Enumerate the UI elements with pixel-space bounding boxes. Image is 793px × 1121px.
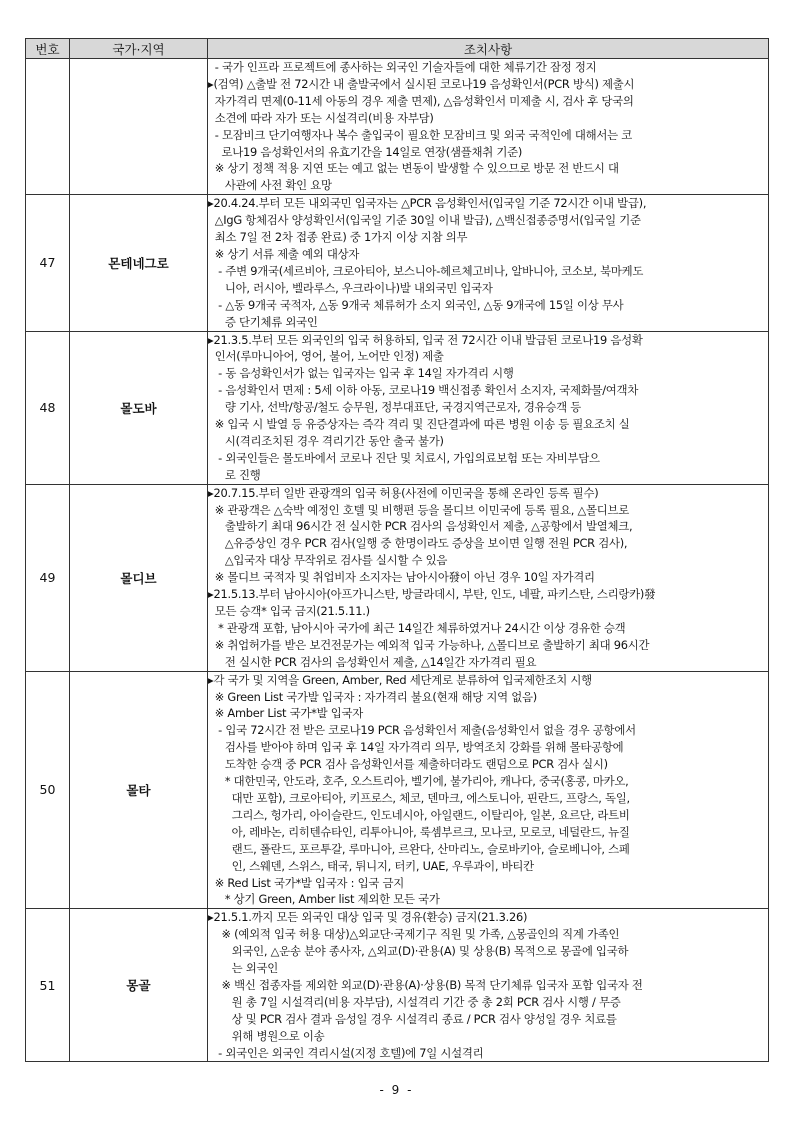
- measure-line: 검사를 받아야 하며 입국 후 14일 자가격리 의무, 방역조치 강화를 위해 몰타공항에: [208, 740, 624, 755]
- table-row: [26, 671, 769, 909]
- header-row: [26, 39, 769, 59]
- measure-line: 아, 레바논, 리히텐슈타인, 리투아니아, 룩셈부르크, 모나코, 모로코, 네덜란드, 뉴질: [208, 824, 630, 839]
- measure-line: 랜드, 폴란드, 포르투갈, 루마니아, 르완다, 산마리노, 슬로바키아, 슬로베니아, 스페: [208, 841, 630, 856]
- row-country: [70, 59, 208, 195]
- measure-line: 전 실시한 PCR 검사의 음성확인서 제출, △14일간 자가격리 필요: [208, 654, 537, 669]
- measure-line: ※ (예외적 입국 허용 대상)△외교단·국제기구 직원 및 가족, △몽골인의 직계 가족인: [208, 927, 620, 942]
- measure-line: 사관에 사전 확인 요망: [208, 178, 332, 193]
- measure-line: - 음성확인서 면제 : 5세 이하 아동, 코로나19 백신접종 확인서 소지자, 국제화물/여객차: [208, 383, 639, 398]
- table-row: [26, 484, 769, 671]
- measure-line: ▸20.7.15.부터 일반 관광객의 입국 허용(사전에 이민국을 통해 온라인 등록 필수): [208, 485, 599, 500]
- measure-line: 원 총 7일 시설격리(비용 자부담), 시설격리 기간 중 총 2회 PCR 검사 시행 / 무증: [208, 994, 621, 1009]
- row-measures: [208, 671, 769, 909]
- header-country: 국가·지역: [70, 39, 208, 59]
- measure-line: 최소 7일 전 2차 접종 완료) 중 1가지 이상 지참 의무: [208, 230, 468, 245]
- measure-line: * 상기 Green, Amber list 제외한 모든 국가: [208, 892, 440, 907]
- row-country: 몽골: [70, 909, 208, 1062]
- row-measures: [208, 331, 769, 484]
- measure-line: 모든 승객* 입국 금지(21.5.11.): [208, 604, 370, 618]
- measure-line: 대만 포함), 크로아티아, 키프로스, 체코, 덴마크, 에스토니아, 핀란드, 프랑스, 독일,: [208, 790, 630, 805]
- row-measures: [208, 195, 769, 331]
- measure-line: 위해 병원으로 이송: [208, 1028, 325, 1043]
- measure-line: 증 단기체류 외국인: [208, 314, 318, 329]
- measure-line: ※ Red List 국가*발 입국자 : 입국 금지: [208, 875, 404, 890]
- measure-line: - 입국 72시간 전 받은 코로나19 PCR 음성확인서 제출(음성확인서 없을 경우 공항에서: [208, 723, 636, 738]
- measure-line: 량 기사, 선박/항공/철도 승무원, 정부대표단, 국경지역근로자, 경유승객 등: [208, 400, 581, 415]
- measures-table: [25, 38, 769, 1062]
- table-row: [26, 331, 769, 484]
- measure-line: 니아, 러시아, 벨라루스, 우크라이나)발 내외국민 입국자: [208, 280, 493, 295]
- measure-line: ▸20.4.24.부터 모든 내외국민 입국자는 △PCR 음성확인서(입국일 기준 72시간 이내 발급),: [208, 196, 647, 211]
- measure-line: 외국인, △운송 분야 종사자, △외교(D)·관용(A) 및 상용(B) 목적으로 몽골에 입국하: [208, 944, 629, 959]
- measure-line: ※ 입국 시 발열 등 유증상자는 즉각 격리 및 진단결과에 따른 병원 이송 등 필요조치 실: [208, 417, 630, 432]
- measure-line: 는 외국인: [208, 961, 278, 976]
- measure-line: ※ 백신 접종자를 제외한 외교(D)·관용(A)·상용(B) 목적 단기체류 입국자 포함 입국자 전: [208, 977, 643, 992]
- row-country: 몰디브: [70, 484, 208, 671]
- measure-line: 소견에 따라 자가 또는 시설격리(비용 자부담): [208, 110, 434, 125]
- measure-line: - 동 음성확인서가 없는 입국자는 입국 후 14일 자가격리 시행: [208, 366, 514, 381]
- measure-line: ▸각 국가 및 지역을 Green, Amber, Red 세단계로 분류하여 입국제한조치 시행: [208, 672, 592, 687]
- measure-line: 상 및 PCR 검사 결과 음성일 경우 시설격리 종료 / PCR 검사 양성일 경우 치료를: [208, 1011, 617, 1026]
- measure-line: ※ 관광객은 △숙박 예정인 호텔 및 비행편 등을 몰디브 이민국에 등록 필요, △몰디브로: [208, 502, 629, 517]
- row-number: 48: [26, 331, 70, 484]
- measure-line: ▸21.5.13.부터 남아시아(아프가니스탄, 방글라데시, 부탄, 인도, 네팔, 파키스탄, 스리랑카)發: [208, 587, 656, 602]
- header-number: 번호: [26, 39, 70, 59]
- row-country: 몰타: [70, 671, 208, 909]
- row-measures: [208, 909, 769, 1062]
- measure-line: ※ 몰디브 국적자 및 취업비자 소지자는 남아시아發이 아닌 경우 10일 자가격리: [208, 570, 595, 585]
- measure-line: - 외국인들은 몰도바에서 코로나 진단 및 치료시, 가입의료보험 또는 자비부담으: [208, 450, 600, 465]
- measure-line: 로 진행: [208, 467, 261, 482]
- measure-line: - 주변 9개국(세르비아, 크로아티아, 보스니아-헤르체고비나, 알바니아, 코소보, 북마케도: [208, 263, 644, 278]
- row-number: 51: [26, 909, 70, 1062]
- measure-line: ※ 취업허가를 받은 보건전문가는 예외적 입국 가능하나, △몰디브로 출발하기 최대 96시간: [208, 637, 650, 652]
- measure-line: 출발하기 최대 96시간 전 실시한 PCR 검사의 음성확인서 제출, △공항에서 발열체크,: [208, 519, 633, 534]
- table-row: [26, 909, 769, 1062]
- page-number: - 9 -: [379, 1083, 414, 1097]
- measure-line: 자가격리 면제(0-11세 아동의 경우 제출 면제), △음성확인서 미제출 시, 검사 후 당국의: [208, 93, 634, 108]
- measure-line: * 관광객 포함, 남아시아 국가에 최근 14일간 체류하였거나 24시간 이상 경유한 승객: [208, 620, 626, 635]
- row-country: 몰도바: [70, 331, 208, 484]
- measure-line: 인, 스웨덴, 스위스, 태국, 튀니지, 터키, UAE, 우루과이, 바티칸: [208, 858, 534, 873]
- measure-line: 로나19 음성확인서의 유효기간을 14일로 연장(샘플채취 기준): [208, 144, 523, 159]
- row-measures: [208, 484, 769, 671]
- row-number: [26, 59, 70, 195]
- measure-line: △입국자 대상 무작위로 검사를 실시할 수 있음: [208, 553, 448, 568]
- row-number: 50: [26, 671, 70, 909]
- row-measures: [208, 59, 769, 195]
- measure-line: ※ Amber List 국가*발 입국자: [208, 706, 363, 721]
- measure-line: - 모잠비크 단기여행자나 복수 출입국이 필요한 모잠비크 및 외국 국적인에 대해서는 코: [208, 127, 633, 142]
- measure-line: ※ 상기 서류 제출 예외 대상자: [208, 246, 360, 261]
- row-number: 49: [26, 484, 70, 671]
- measure-line: 시(격리조치된 경우 격리기간 동안 출국 불가): [208, 433, 444, 448]
- table-row: [26, 195, 769, 331]
- measure-line: * 대한민국, 안도라, 호주, 오스트리아, 벨기에, 불가리아, 캐나다, 중국(홍콩, 마카오,: [208, 774, 629, 789]
- measure-line: 도착한 승객 중 PCR 검사 음성확인서를 제출하더라도 랜덤으로 PCR 검사 실시): [208, 757, 608, 772]
- measure-line: ▸(검역) △출발 전 72시간 내 출발국에서 실시된 코로나19 음성확인서(PCR 방식) 제출시: [208, 76, 635, 91]
- measure-line: - 국가 인프라 프로젝트에 종사하는 외국인 기술자들에 대한 체류기간 잠정 정지: [208, 60, 597, 74]
- measure-line: ※ Green List 국가발 입국자 : 자가격리 불요(현재 해당 지역 없음): [208, 689, 537, 704]
- measure-line: - 외국인은 외국인 격리시설(지정 호텔)에 7일 시설격리: [208, 1045, 484, 1060]
- measure-line: - △동 9개국 국적자, △동 9개국 체류허가 소지 외국인, △동 9개국에 15일 이상 무사: [208, 297, 624, 312]
- measure-line: 인서(루마니아어, 영어, 불어, 노어만 인정) 제출: [208, 349, 444, 364]
- measure-line: ▸21.3.5.부터 모든 외국인의 입국 허용하되, 입국 전 72시간 이내 발급된 코로나19 음성확: [208, 332, 643, 347]
- table-row: [26, 59, 769, 195]
- measure-line: △유증상인 경우 PCR 검사(일행 중 한명이라도 증상을 보이면 일행 전원 PCR 검사),: [208, 536, 628, 551]
- measure-line: △IgG 항체검사 양성확인서(입국일 기준 30일 이내 발급), △백신접종증명서(입국일 기준: [208, 213, 641, 228]
- measure-line: ▸21.5.1.까지 모든 외국인 대상 입국 및 경유(환승) 금지(21.3.26): [208, 910, 528, 925]
- row-number: 47: [26, 195, 70, 331]
- measure-line: ※ 상기 정책 적용 지연 또는 예고 없는 변동이 발생할 수 있으므로 방문 전 반드시 대: [208, 161, 619, 176]
- measure-line: 그리스, 헝가리, 아이슬란드, 인도네시아, 아일랜드, 이탈리아, 일본, 요르단, 라트비: [208, 807, 630, 822]
- header-measures: 조치사항: [208, 39, 769, 59]
- row-country: 몬테네그로: [70, 195, 208, 331]
